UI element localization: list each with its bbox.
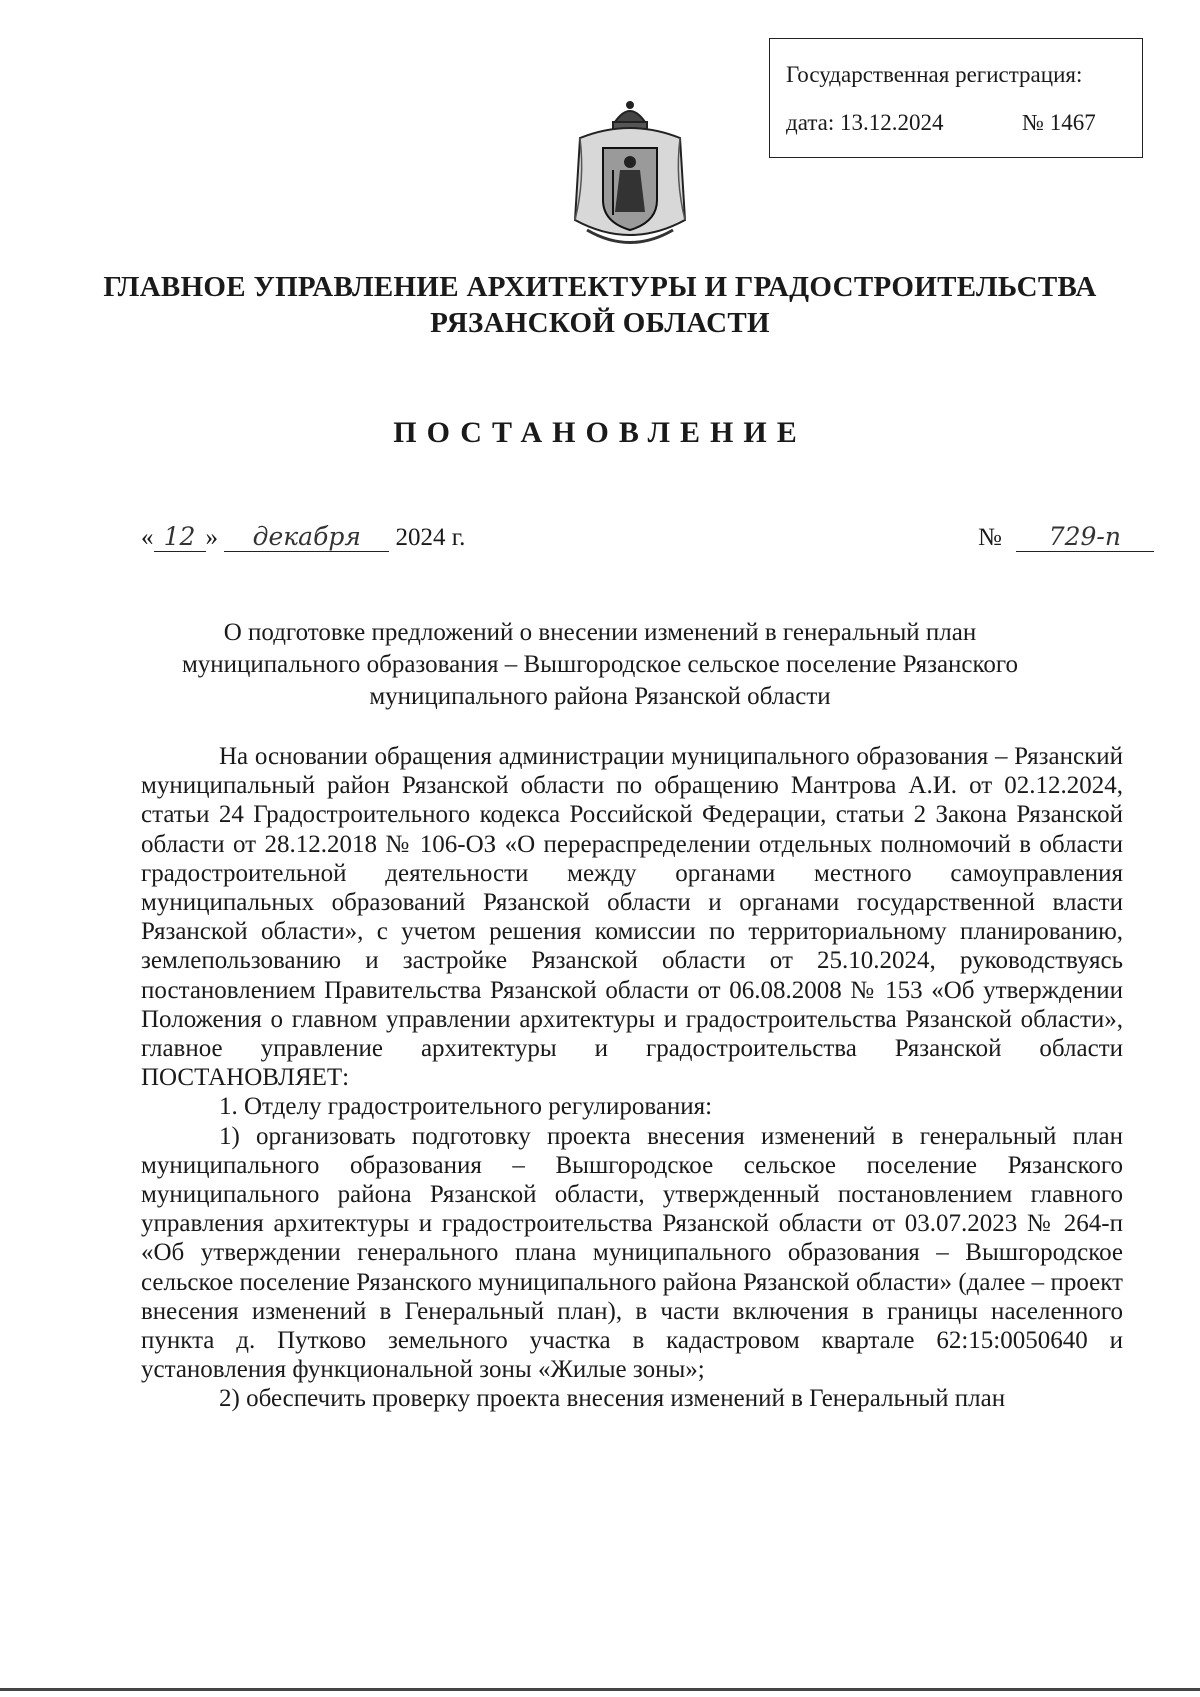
subject-line: муниципального района Рязанской области — [369, 683, 831, 710]
organization-name-line1: ГЛАВНОЕ УПРАВЛЕНИЕ АРХИТЕКТУРЫ И ГРАДОСТРОИТЕЛЬСТВА — [103, 271, 1097, 303]
handwritten-month: декабря — [224, 522, 389, 552]
subject-line: О подготовке предложений о внесении изменений в генеральный план — [223, 619, 977, 646]
subitem-1-paragraph: 1) организовать подготовку проекта внесения изменений в генеральный план муниципального образования – Вышгородское сельское поселение Рязанского муниципального района Рязанской области, утвержденный постановлением главного управления архитектуры и градостроительства Рязанской области от 03.07.2023 № 264-п «Об утверждении генерального плана муниципального образования – Вышгородское сельское поселение Рязанского муниципального района Рязанской области» (далее – проект внесения изменений в Генеральный план), в части включения в границы населенного пункта д. Путково земельного участка в кадастровом квартале 62:15:0050640 и установления функциональной зоны «Жилые зоны»; — [141, 1122, 1123, 1384]
registration-stamp — [769, 38, 1143, 158]
decree-year: 2024 г. — [395, 524, 466, 551]
registration-number: № 1467 — [1022, 110, 1096, 135]
decree-date — [141, 522, 465, 552]
decree-subject — [150, 617, 1050, 713]
item-1-heading: 1. Отделу градостроительного регулирования: — [219, 1093, 713, 1121]
organization-name-line2: РЯЗАНСКОЙ ОБЛАСТИ — [430, 307, 770, 339]
date-open-quote: « — [141, 524, 154, 551]
registration-date: дата: 13.12.2024 — [786, 110, 944, 135]
number-prefix: № — [978, 524, 1002, 551]
page-bottom-rule — [0, 1688, 1200, 1691]
handwritten-day: 12 — [154, 522, 206, 552]
date-close-quote: » — [205, 524, 218, 551]
subject-line: муниципального образования – Вышгородское сельское поселение Рязанского — [181, 651, 1019, 678]
registration-title: Государственная регистрация: — [786, 62, 1083, 87]
handwritten-number: 729-п — [1016, 522, 1154, 552]
decree-body — [141, 742, 1123, 1414]
subitem-2-paragraph: 2) обеспечить проверку проекта внесения изменений в Генеральный план — [219, 1385, 1006, 1413]
document-type-title: ПОСТАНОВЛЕНИЕ — [393, 416, 807, 449]
ryazan-coat-of-arms-icon — [565, 100, 695, 255]
decree-number — [978, 522, 1154, 552]
preamble-paragraph: На основании обращения администрации муниципального образования – Рязанский муниципальный район Рязанской области по обращению Мантрова А.И. от 02.12.2024, статьи 24 Градостроительного кодекса Российской Федерации, статьи 2 Закона Рязанской области от 28.12.2018 № 106-ОЗ «О перераспределении отдельных полномочий в области градостроительной деятельности между органами местного самоуправления муниципальных образований Рязанской области и органами государственной власти Рязанской области», с учетом решения комиссии по территориальному планированию, землепользованию и застройке Рязанской области от 25.10.2024, руководствуясь постановлением Правительства Рязанской области от 06.08.2008 № 153 «Об утверждении Положения о главном управлении архитектуры и градостроительства Рязанской области», главное управление архитектуры и градостроительства Рязанской области ПОСТАНОВЛЯЕТ: — [141, 743, 1123, 1092]
